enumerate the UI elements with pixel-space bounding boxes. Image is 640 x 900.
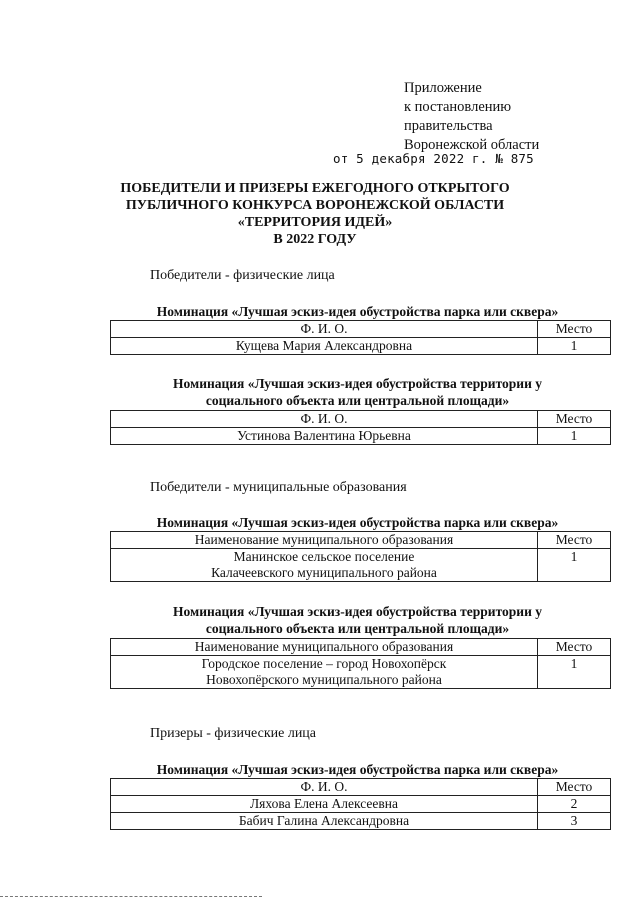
table-header-row xyxy=(111,639,611,656)
cell-name-line: Ляхова Елена Алексеевна xyxy=(250,796,398,811)
results-table xyxy=(110,531,611,582)
header-place: Место xyxy=(538,639,611,656)
cell-place: 1 xyxy=(538,428,611,445)
table-row xyxy=(111,796,611,813)
nomination-title-line: социального объекта или центральной площади» xyxy=(205,621,510,636)
nomination-title xyxy=(100,514,615,531)
header-place: Место xyxy=(538,779,611,796)
title-line: ПОБЕДИТЕЛИ И ПРИЗЕРЫ ЕЖЕГОДНОГО ОТКРЫТОГО xyxy=(120,181,510,196)
footnote-separator xyxy=(0,896,262,898)
table-header-row xyxy=(111,321,611,338)
nomination-title-line: Номинация «Лучшая эскиз-идея обустройства парка или сквера» xyxy=(156,762,559,777)
results-table xyxy=(110,410,611,445)
header-place: Место xyxy=(538,321,611,338)
cell-name xyxy=(111,549,538,582)
nomination-title-line: Номинация «Лучшая эскиз-идея обустройства парка или сквера» xyxy=(156,515,559,530)
header-place: Место xyxy=(538,532,611,549)
table-row xyxy=(111,813,611,830)
table-header-row xyxy=(111,532,611,549)
cell-name-line: Городское поселение – город Новохопёрск xyxy=(201,656,447,671)
cell-name xyxy=(111,813,538,830)
nomination-title-line: социального объекта или центральной площади» xyxy=(205,393,510,408)
cell-name-line: Новохопёрского муниципального района xyxy=(206,672,442,687)
appendix-line: правительства xyxy=(404,118,493,134)
cell-name xyxy=(111,796,538,813)
nomination-title-line: Номинация «Лучшая эскиз-идея обустройства парка или сквера» xyxy=(156,304,559,319)
appendix-line: к постановлению xyxy=(404,99,512,115)
cell-name-line: Устинова Валентина Юрьевна xyxy=(237,428,411,443)
nomination-title xyxy=(100,761,615,778)
header-name: Наименование муниципального образования xyxy=(111,639,538,656)
table-header-row xyxy=(111,411,611,428)
table-row xyxy=(111,549,611,582)
nomination-title xyxy=(100,375,615,409)
cell-place: 1 xyxy=(538,549,611,582)
header-name: Ф. И. О. xyxy=(111,411,538,428)
section-label-winners-individuals: Победители - физические лица xyxy=(150,268,335,283)
table-row xyxy=(111,656,611,689)
cell-name-line: Кущева Мария Александровна xyxy=(235,338,413,353)
header-place: Место xyxy=(538,411,611,428)
table-row xyxy=(111,338,611,355)
nomination-title xyxy=(100,603,615,637)
nomination-title-line: Номинация «Лучшая эскиз-идея обустройства территории у xyxy=(173,376,542,391)
appendix-block xyxy=(404,79,539,155)
document-title xyxy=(110,180,520,248)
cell-place: 1 xyxy=(538,656,611,689)
title-line: В 2022 ГОДУ xyxy=(273,232,357,247)
results-table xyxy=(110,638,611,689)
cell-name-line: Бабич Галина Александровна xyxy=(238,813,410,828)
table-header-row xyxy=(111,779,611,796)
cell-name xyxy=(111,656,538,689)
cell-place: 1 xyxy=(538,338,611,355)
cell-name-line: Калачеевского муниципального района xyxy=(211,565,437,580)
title-line: ПУБЛИЧНОГО КОНКУРСА ВОРОНЕЖСКОЙ ОБЛАСТИ xyxy=(125,198,505,213)
appendix-line: Воронежской области xyxy=(404,137,540,153)
cell-name-line: Манинское сельское поселение xyxy=(233,549,415,564)
cell-place: 2 xyxy=(538,796,611,813)
results-table xyxy=(110,778,611,830)
nomination-title xyxy=(100,303,615,320)
header-name: Наименование муниципального образования xyxy=(111,532,538,549)
header-name: Ф. И. О. xyxy=(111,321,538,338)
section-label-winners-municipalities: Победители - муниципальные образования xyxy=(150,480,407,495)
nomination-title-line: Номинация «Лучшая эскиз-идея обустройства территории у xyxy=(173,604,542,619)
header-name: Ф. И. О. xyxy=(111,779,538,796)
section-label-prizewinners-individuals: Призеры - физические лица xyxy=(150,726,317,741)
cell-name xyxy=(111,428,538,445)
results-table xyxy=(110,320,611,355)
cell-place: 3 xyxy=(538,813,611,830)
cell-name xyxy=(111,338,538,355)
decree-date-number: от 5 декабря 2022 г. № 875 xyxy=(333,151,534,166)
title-line: «ТЕРРИТОРИЯ ИДЕЙ» xyxy=(237,215,393,230)
appendix-line: Приложение xyxy=(404,80,482,96)
table-row xyxy=(111,428,611,445)
